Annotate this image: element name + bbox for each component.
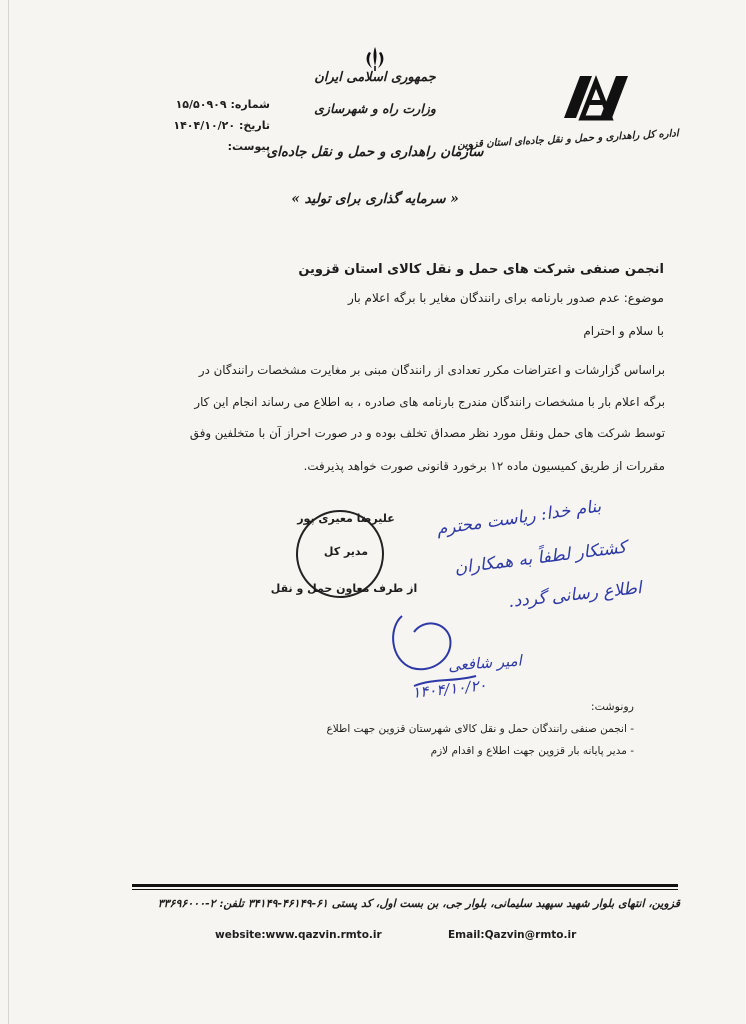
signatory-title: مدیر کل — [323, 545, 369, 558]
handwritten-date: ۱۴۰۴/۱۰/۲۰ — [411, 676, 488, 702]
attachment-label: پیوست: — [227, 140, 270, 153]
province-office-name: اداره کل راهداری و حمل و نقل جاده‌ای استان قزوین — [457, 128, 679, 151]
handwritten-note-line: کشتکار لطفاً به همکاران — [453, 537, 628, 579]
body-line: مقررات از طریق کمیسیون ماده ۱۲ برخورد قانونی صورت خواهد پذیرفت. — [303, 459, 665, 473]
signatory-behalf: از طرف معاون حمل و نقل — [270, 582, 418, 595]
letter-date: تاریخ: ۱۴۰۴/۱۰/۲۰ — [173, 119, 270, 132]
handwritten-note-line: امیر شافعی — [447, 651, 523, 675]
greeting: با سلام و احترام — [583, 324, 664, 338]
country-heading: جمهوری اسلامی ایران — [314, 70, 436, 85]
body-line: توسط شرکت های حمل ونقل مورد نظر مصداق تخلف بوده و در صورت احراز آن با متخلفین وفق — [189, 426, 665, 440]
cc-item: - انجمن صنفی رانندگان حمل و نقل کالای شهرستان قزوین جهت اطلاع — [326, 723, 634, 735]
letter-number: شماره: ۱۵/۵۰۹۰۹ — [175, 98, 270, 111]
cc-item: - مدیر پایانه بار قزوین جهت اطلاع و اقدام لازم — [430, 745, 634, 757]
cc-label: رونوشت: — [590, 700, 634, 713]
recipient: انجمن صنفی شرکت های حمل و نقل کالای استان قزوین — [298, 262, 664, 277]
organization-heading: سازمان راهداری و حمل و نقل جاده‌ای — [266, 144, 484, 160]
ministry-heading: وزارت راه و شهرسازی — [314, 101, 436, 116]
footer-rule — [132, 884, 678, 887]
signatory-name: علیرضا معیری پور — [297, 512, 395, 525]
slogan: « سرمایه گذاری برای تولید » — [291, 191, 459, 207]
footer-rule — [132, 889, 678, 890]
handwritten-note-line: بنام خدا: ریاست محترم — [435, 496, 603, 540]
handwritten-note-line: اطلاع رسانی گردد. — [507, 578, 643, 612]
rmto-logo-icon — [556, 70, 636, 124]
footer-website: website:www.qazvin.rmto.ir — [215, 929, 382, 941]
footer-email: Email:Qazvin@rmto.ir — [448, 929, 577, 941]
footer-address: قزوین، انتهای بلوار شهید سپهبد سلیمانی، بلوار جی، بن بست اول، کد پستی ۶۱-۴۶۱۴۹-۳۴۱۴۹ تلفن: ۲-۳۳۶۹۶۰۰۰ — [157, 897, 680, 910]
subject-line: موضوع: عدم صدور بارنامه برای رانندگان مغایر با برگه اعلام بار — [347, 291, 664, 305]
page-edge — [8, 0, 9, 1024]
body-line: برگه اعلام بار با مشخصات رانندگان مندرج بارنامه های صادره ، به اطلاع می رساند انجام این کار — [194, 395, 665, 409]
body-line: براساس گزارشات و اعتراضات مکرر تعدادی از رانندگان مبنی بر مغایرت مشخصات رانندگان در — [198, 363, 665, 377]
